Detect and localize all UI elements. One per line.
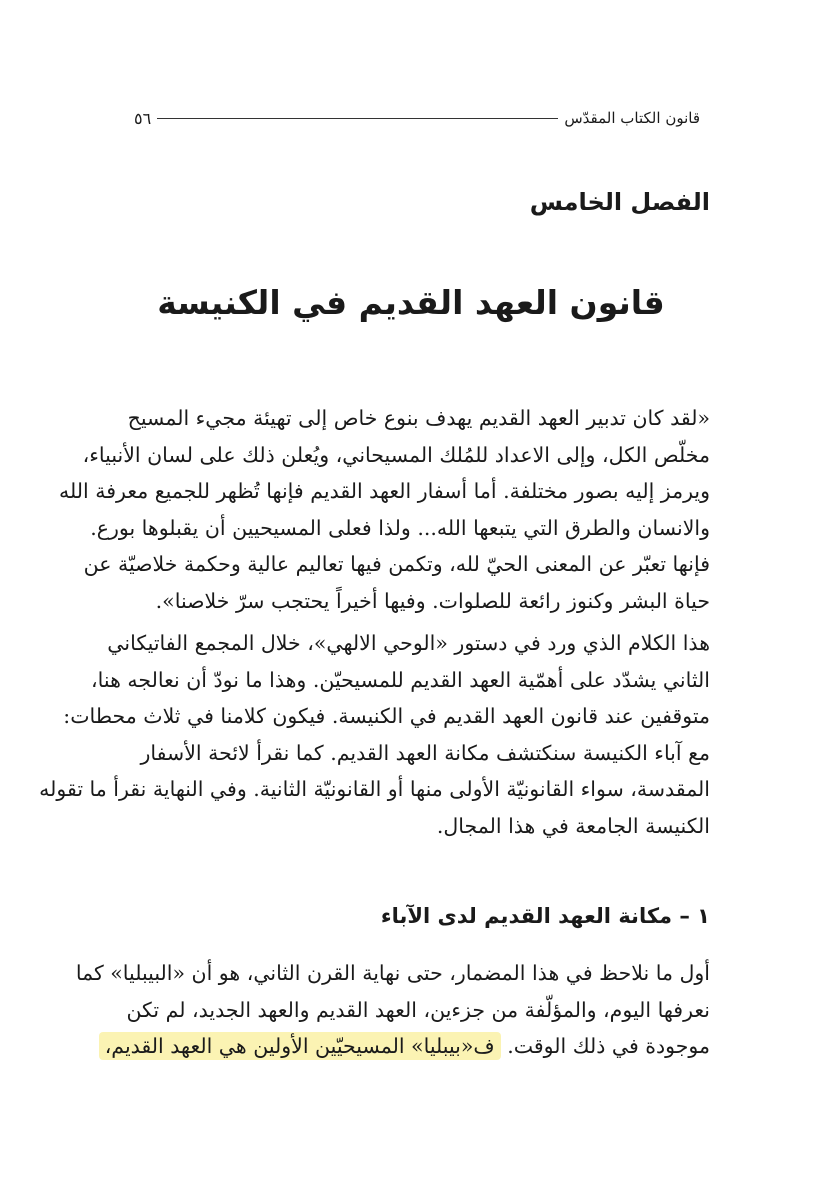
- chapter-label: الفصل الخامس: [529, 188, 710, 216]
- paragraph-3: [75, 955, 710, 1065]
- paragraph-1-line: والانسان والطرق التي يتبعها الله... ولذا فعلى المسيحيين أن يقبلوها بورع.: [90, 515, 710, 540]
- paragraph-2-line: الثاني يشدّد على أهمّية العهد القديم للمسيحيّن. وهذا ما نودّ أن نعالجه هنا،: [91, 667, 710, 692]
- highlighted-text: ف«بيبليا» المسيحيّين الأولين هي العهد القديم،: [99, 1032, 501, 1060]
- book-title: قانون الكتاب المقدّس: [564, 109, 700, 127]
- running-header: [126, 104, 706, 132]
- paragraph-3-line: نعرفها اليوم، والمؤلّفة من جزءين، العهد القديم والعهد الجديد، لم تكن: [126, 997, 710, 1022]
- paragraph-2-line: مع آباء الكنيسة سنكتشف مكانة العهد القديم. كما نقرأ لائحة الأسفار: [140, 740, 710, 765]
- paragraph-2: [39, 625, 710, 844]
- paragraph-2-line: الكنيسة الجامعة في هذا المجال.: [436, 813, 710, 838]
- last-line-plain-text: موجودة في ذلك الوقت.: [507, 1034, 710, 1058]
- paragraph-1-line: «لقد كان تدبير العهد القديم يهدف بنوع خاص إلى تهيئة مجيء المسيح: [127, 406, 710, 430]
- paragraph-1: [59, 400, 710, 619]
- paragraph-2-line: متوقفين عند قانون العهد القديم في الكنيسة. فيكون كلامنا في ثلاث محطات:: [63, 704, 710, 728]
- paragraph-1-line: حياة البشر وكنوز رائعة للصلوات. وفيها أخيراً يحتجب سرّ خلاصنا».: [155, 588, 710, 613]
- paragraph-2-line: المقدسة، سواء القانونيّة الأولى منها أو القانونيّة الثانية. وفي النهاية نقرأ ما تقوله: [39, 777, 710, 801]
- paragraph-3-line: أول ما نلاحظ في هذا المضمار، حتى نهاية القرن الثاني، هو أن «البيبليا» كما: [75, 961, 710, 985]
- paragraph-1-line: مخلّص الكل، وإلى الاعداد للمُلك المسيحاني، ويُعلن ذلك على لسان الأنبياء،: [82, 442, 710, 467]
- section-heading: ١ – مكانة العهد القديم لدى الآباء: [380, 904, 710, 928]
- paragraph-1-line: فإنها تعبّر عن المعنى الحيّ لله، وتكمن فيها تعاليم عالية وحكمة خلاصيّة عن: [83, 552, 710, 576]
- header-rule: [157, 118, 558, 119]
- paragraph-3-last-line: [104, 1028, 710, 1065]
- page-number: ٥٦: [134, 108, 152, 128]
- paragraph-2-line: هذا الكلام الذي ورد في دستور «الوحي الالهي»، خلال المجمع الفاتيكاني: [107, 631, 710, 655]
- paragraph-1-line: ويرمز إليه بصور مختلفة. أما أسفار العهد القديم فإنها تُظهر للجميع معرفة الله: [59, 479, 710, 503]
- chapter-title: قانون العهد القديم في الكنيسة: [157, 283, 665, 322]
